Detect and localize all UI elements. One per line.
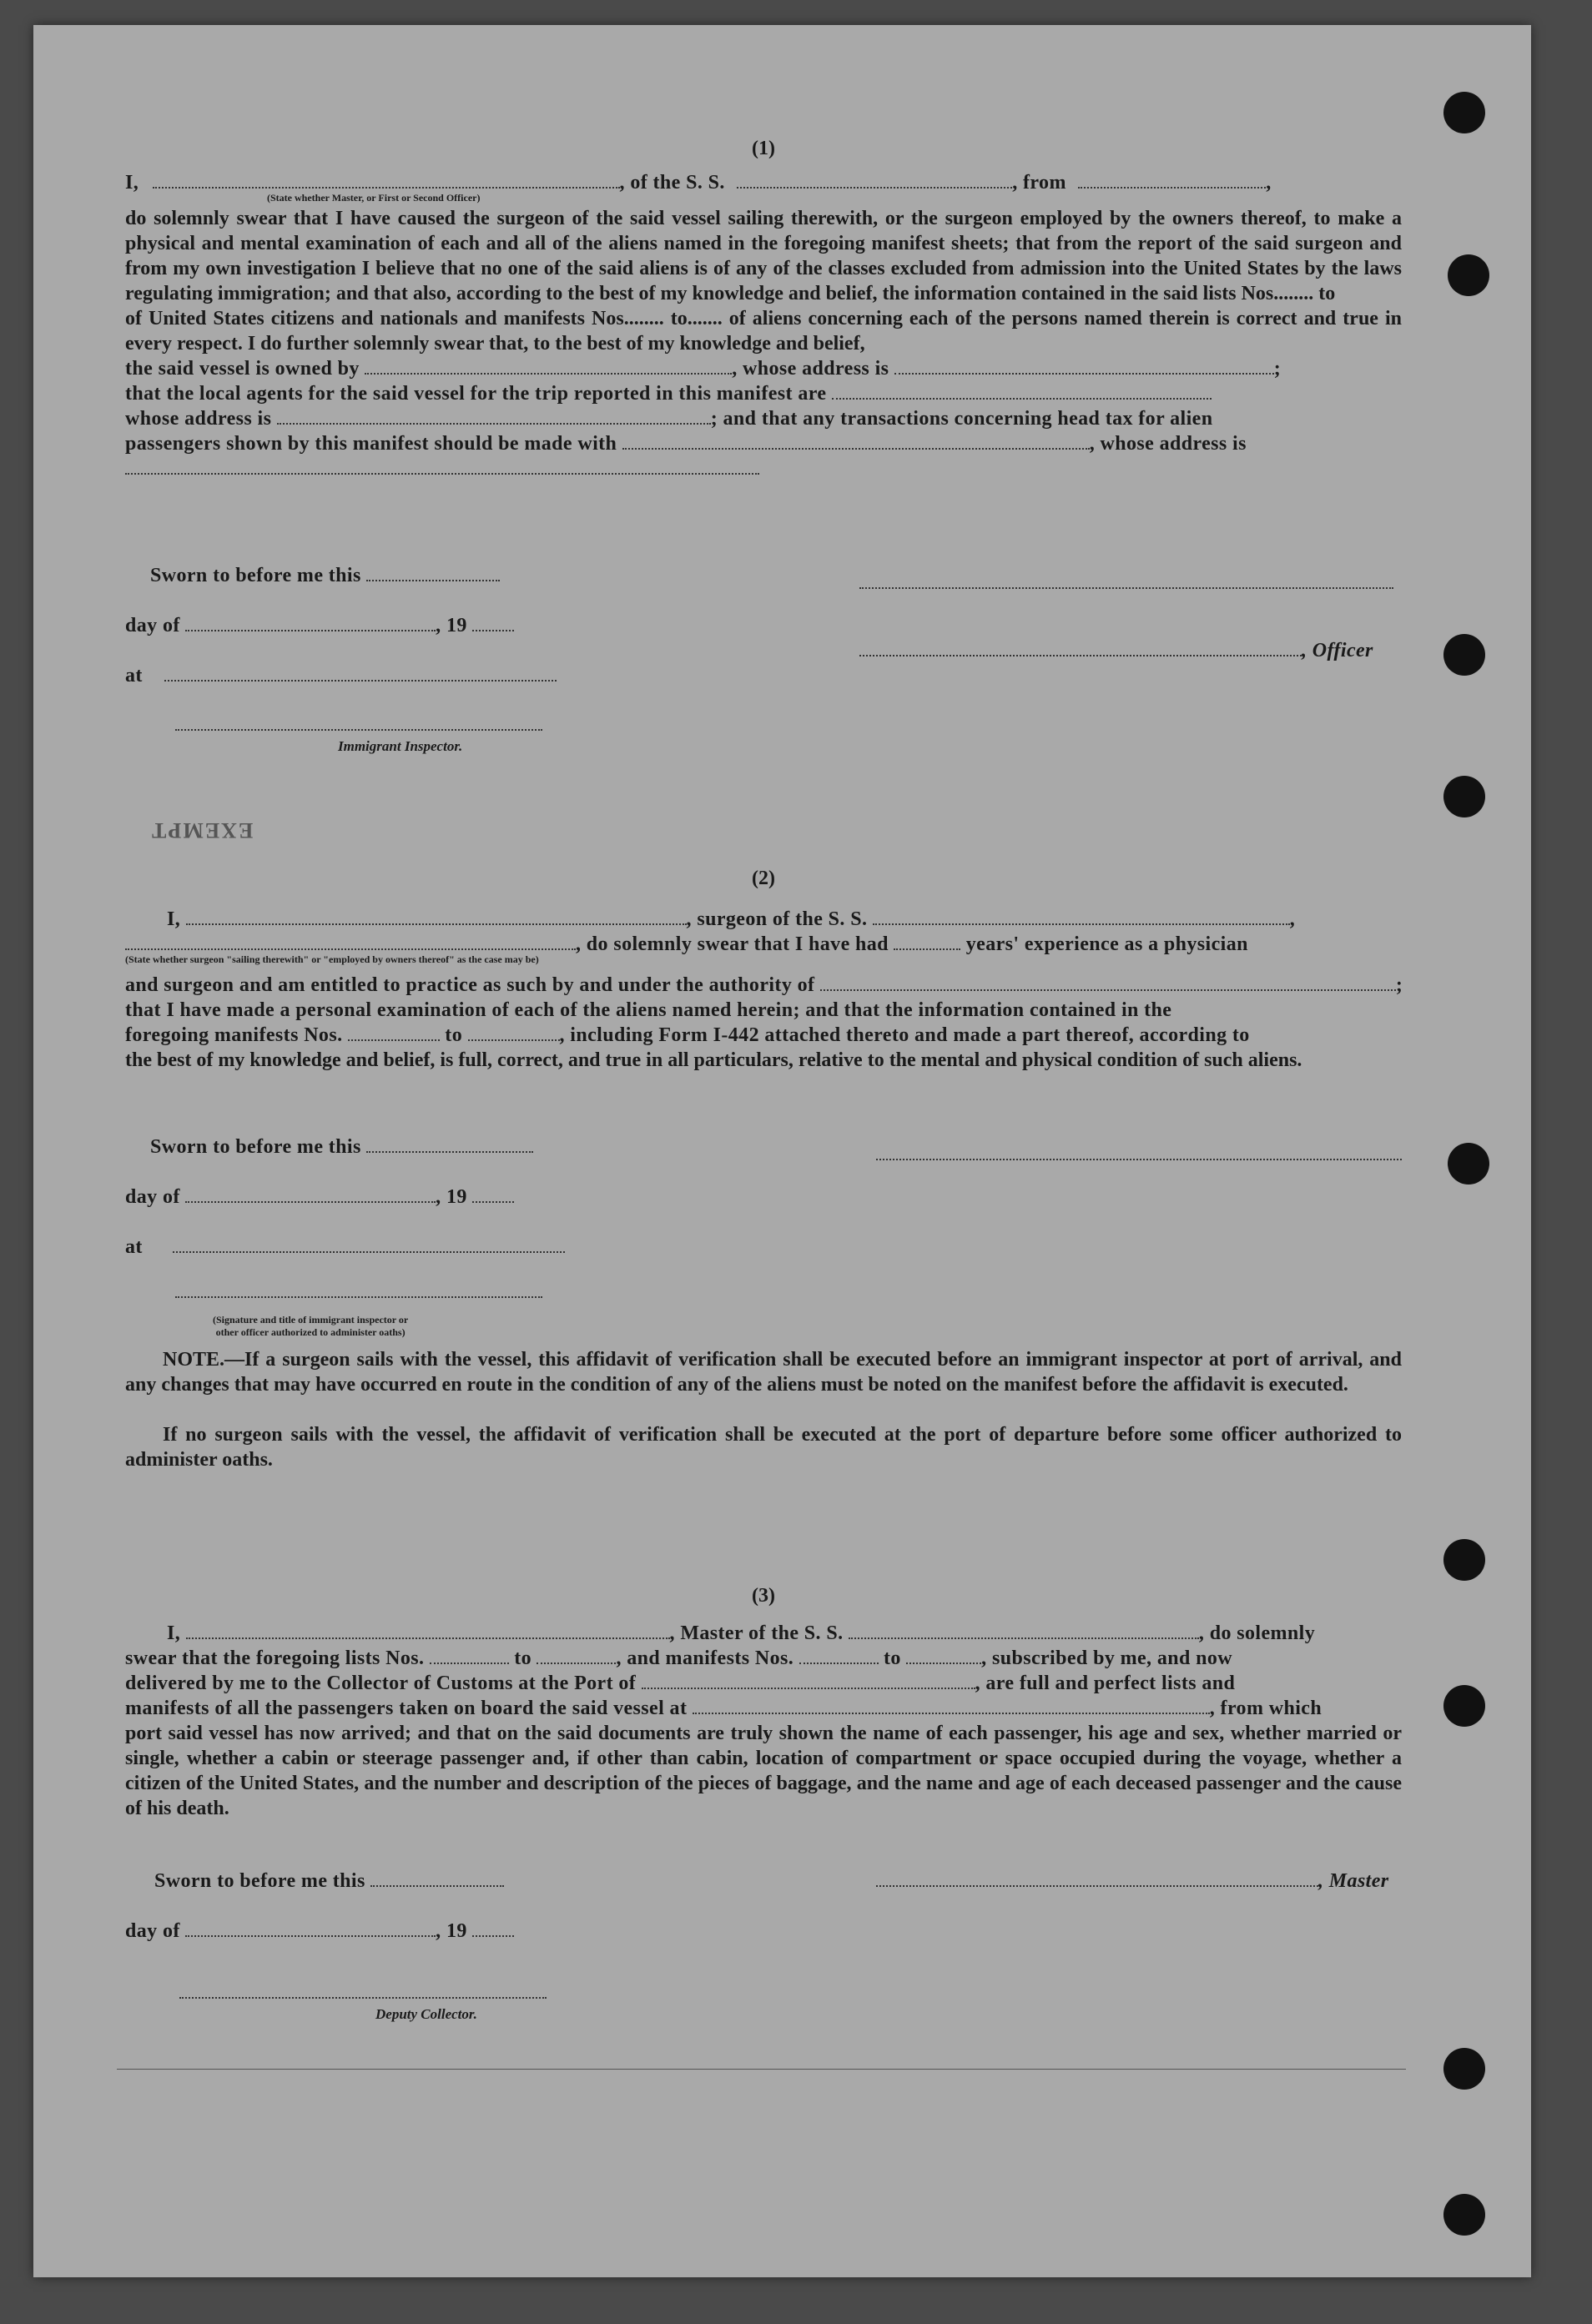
section-number: (3) [752,1585,775,1607]
delivered-line [125,1671,1402,1696]
punch-hole [1443,2194,1485,2236]
exempt-stamp: EXEMPT [150,818,254,843]
owner-line [125,356,1402,381]
name-blank[interactable] [153,170,620,189]
manifest-affidavit-page [33,25,1531,2277]
agents-address-blank[interactable] [277,406,711,425]
oath-paragraph-b: of United States citizens and nationals and manifests Nos........ to....... of aliens concerning each of the persons named therein is correct and true in every respect. I do further solemnly swear that, to the best of my knowledge and belief, [125,308,1402,355]
manifests-label: manifests of all the passengers taken on board the said vessel at [125,1698,688,1719]
section-3 [125,1585,1402,1821]
sworn-label: Sworn to before me this [154,1870,365,1892]
signature-note-line: (Signature and title of immigrant inspector or [213,1314,409,1325]
whose-address-label: , whose address is [732,358,889,380]
day-of-label: day of [125,615,180,636]
pronoun: I, [167,1622,181,1644]
day-of-label: day of [125,1920,180,1942]
to-label: to [883,1647,901,1669]
years-blank[interactable] [894,932,960,950]
day-blank[interactable] [185,1919,436,1937]
comma: , [1289,908,1296,930]
and-manifests-label: , and manifests Nos. [616,1647,794,1669]
surgeon-type-blank[interactable] [125,932,576,950]
authority-line [125,973,1402,998]
port-blank[interactable] [642,1671,975,1689]
authority-blank[interactable] [820,973,1396,991]
years-label: years' experience as a physician [965,933,1248,955]
collector-signature-line[interactable] [179,1977,547,1999]
port-blank[interactable] [1078,170,1266,189]
section-number: (2) [752,868,775,889]
master-line [125,1621,1402,1646]
at-line [125,1235,565,1260]
whose-address-label: , whose address is [1089,433,1247,455]
punch-hole [1443,634,1485,676]
delivered-label: delivered by me to the Collector of Customs at the Port of [125,1673,637,1694]
officer-signature-line[interactable] [859,567,1393,589]
passenger-details-paragraph: port said vessel has now arrived; and that on the said documents are truly shown the name of each passenger, his age and sex, whether married or single, whether a cabin or steerage passenger and, if other than cabin, location of compartment or space occupied during the voyage, whether a citizen of the United States, and the number and description of the pieces of baggage, and the name and age of each deceased passenger and the cause of his death. [125,1723,1402,1819]
do-solemnly-label: , do solemnly [1198,1622,1316,1644]
master-label: , Master [1318,1870,1389,1892]
manifest-to-blank[interactable] [468,1023,560,1041]
day-of-line [125,613,514,638]
sworn-line [150,563,500,588]
owner-blank[interactable] [365,356,732,375]
at-blank[interactable] [173,1235,565,1253]
form-label: , including Form I-442 attached thereto and made a part thereof, according to [559,1024,1250,1046]
at-label: at [125,665,143,687]
sworn-label: Sworn to before me this [150,565,361,586]
year-label: , 19 [436,1186,467,1208]
punch-hole [1443,92,1485,133]
note-paragraph: If no surgeon sails with the vessel, the affidavit of verification shall be executed at the port of departure before some officer authorized to administer oaths. [125,1424,1402,1471]
day-blank[interactable] [185,1185,436,1203]
vessel-blank[interactable] [849,1621,1199,1639]
day-of-line [125,1185,514,1210]
to-label: to [514,1647,532,1669]
agents-blank[interactable] [832,381,1212,400]
swear-label: swear that the foregoing lists Nos. [125,1647,425,1669]
surgeon-of-label: , surgeon of the S. S. [686,908,868,930]
manifests-from-blank[interactable] [799,1646,879,1664]
owner-address-blank[interactable] [894,356,1274,375]
at-label: at [125,1236,143,1258]
manifests-line [125,1696,1402,1721]
pronoun: I, [167,908,181,930]
lists-to-blank[interactable] [537,1646,616,1664]
semicolon: ; [1395,974,1403,996]
whose-address-label: whose address is [125,408,272,430]
inspector-label: Immigrant Inspector. [338,738,463,754]
to-label: to [445,1024,463,1046]
full-lists-label: , are full and perfect lists and [975,1673,1236,1694]
punch-hole [1443,776,1485,817]
head-tax-label: ; and that any transactions concerning head tax for alien [710,408,1213,430]
surgeon-signature-line[interactable] [876,1139,1402,1160]
bottom-rule [117,2069,1406,2070]
sworn-date-blank[interactable] [366,563,500,581]
sworn-line [154,1869,504,1894]
year-blank[interactable] [472,613,514,631]
day-blank[interactable] [185,613,436,631]
inspector-signature-line[interactable] [175,1276,542,1298]
local-agents-label: that the local agents for the said vessel for the trip reported in this manifest are [125,383,827,405]
year-blank[interactable] [472,1919,514,1937]
foregoing-label: foregoing manifests Nos. [125,1024,343,1046]
section-2 [125,868,1402,1073]
day-of-line [125,1919,514,1944]
year-blank[interactable] [472,1185,514,1203]
passengers-line [125,431,1402,456]
collector-label: Deputy Collector. [375,2006,477,2022]
sworn-label: Sworn to before me this [150,1136,361,1158]
head-tax-contact-blank[interactable] [622,431,1090,450]
punch-hole [1448,254,1489,296]
from-which-label: , from which [1209,1698,1322,1719]
punch-hole [1443,2048,1485,2090]
vessel-blank[interactable] [873,907,1290,925]
master-signature-line [876,1869,1389,1894]
manifests-to-blank[interactable] [906,1646,981,1664]
year-label: , 19 [436,615,467,636]
oath-paragraph-a: do solemnly swear that I have caused the surgeon of the said vessel sailing therewith, or the surgeon employed by the owners thereof, to make a physical and mental examination of each and all of the aliens named in the foregoing manifest sheets; that from the report of the said surgeon and from my own investigation I believe that no one of the said aliens is of any of the classes excluded from admission into the United States by the laws regulating immigration; and that also, according to the best of my knowledge and belief, the information contained in the said lists Nos........ to [125,208,1402,304]
of-ss-label: , of the S. S. [619,172,725,194]
note-paragraph: NOTE.—If a surgeon sails with the vessel, this affidavit of verification shall be executed before an immigrant inspector at port of arrival, and any changes that may have occurred en route in the condition of any of the aliens must be noted on the manifest before the affidavit is executed. [125,1349,1402,1396]
authority-label: and surgeon and am entitled to practice as such by and under the authority of [125,974,815,996]
from-label: , from [1012,172,1066,194]
surgeon-note: (State whether surgeon "sailing therewith" or "employed by owners thereof" as the case may be) [125,953,539,965]
officer-note: (State whether Master, or First or Second Officer) [267,192,481,204]
passengers-label: passengers shown by this manifest should be made with [125,433,617,455]
officer-label: , Officer [1302,640,1373,661]
surgeon-name-blank[interactable] [186,907,687,925]
master-signature-blank[interactable] [876,1869,1318,1887]
punch-hole [1443,1539,1485,1581]
signature-note [213,1314,408,1339]
year-label: , 19 [436,1920,467,1942]
signature-note-line: other officer authorized to administer oaths) [215,1326,406,1338]
owned-by-label: the said vessel is owned by [125,358,360,380]
at-blank[interactable] [164,663,557,682]
lists-line [125,1646,1402,1671]
officer-blank[interactable] [859,638,1302,656]
officer-line [859,638,1373,663]
manifests-line [125,1023,1402,1048]
examination-line: that I have made a personal examination of each of the aliens named herein; and that the information contained in the [125,999,1172,1021]
at-line [125,663,557,688]
pronoun: I, [125,172,139,194]
agents-line [125,381,1402,406]
condition-paragraph: the best of my knowledge and belief, is full, correct, and true in all particulars, relative to the mental and physical condition of such aliens. [125,1049,1302,1071]
sworn-date-blank[interactable] [370,1869,504,1887]
vessel-blank[interactable] [737,170,1012,189]
lists-from-blank[interactable] [430,1646,509,1664]
inspector-signature-line[interactable] [175,709,542,731]
manifest-from-blank[interactable] [348,1023,440,1041]
master-of-label: , Master of the S. S. [669,1622,844,1644]
swear-label: , do solemnly swear that I have had [576,933,889,955]
sworn-date-blank[interactable] [366,1134,533,1153]
punch-hole [1443,1685,1485,1727]
punch-hole [1448,1143,1489,1185]
surgeon-line [125,907,1402,932]
subscribed-label: , subscribed by me, and now [981,1647,1233,1669]
section-1 [125,138,1402,475]
comma: , [1266,172,1272,194]
sworn-line [150,1134,533,1159]
embark-port-blank[interactable] [693,1696,1210,1714]
master-name-blank[interactable] [186,1621,670,1639]
section-number: (1) [752,138,775,159]
agents-address-line [125,406,1402,431]
semicolon: ; [1273,358,1282,380]
day-of-label: day of [125,1186,180,1208]
